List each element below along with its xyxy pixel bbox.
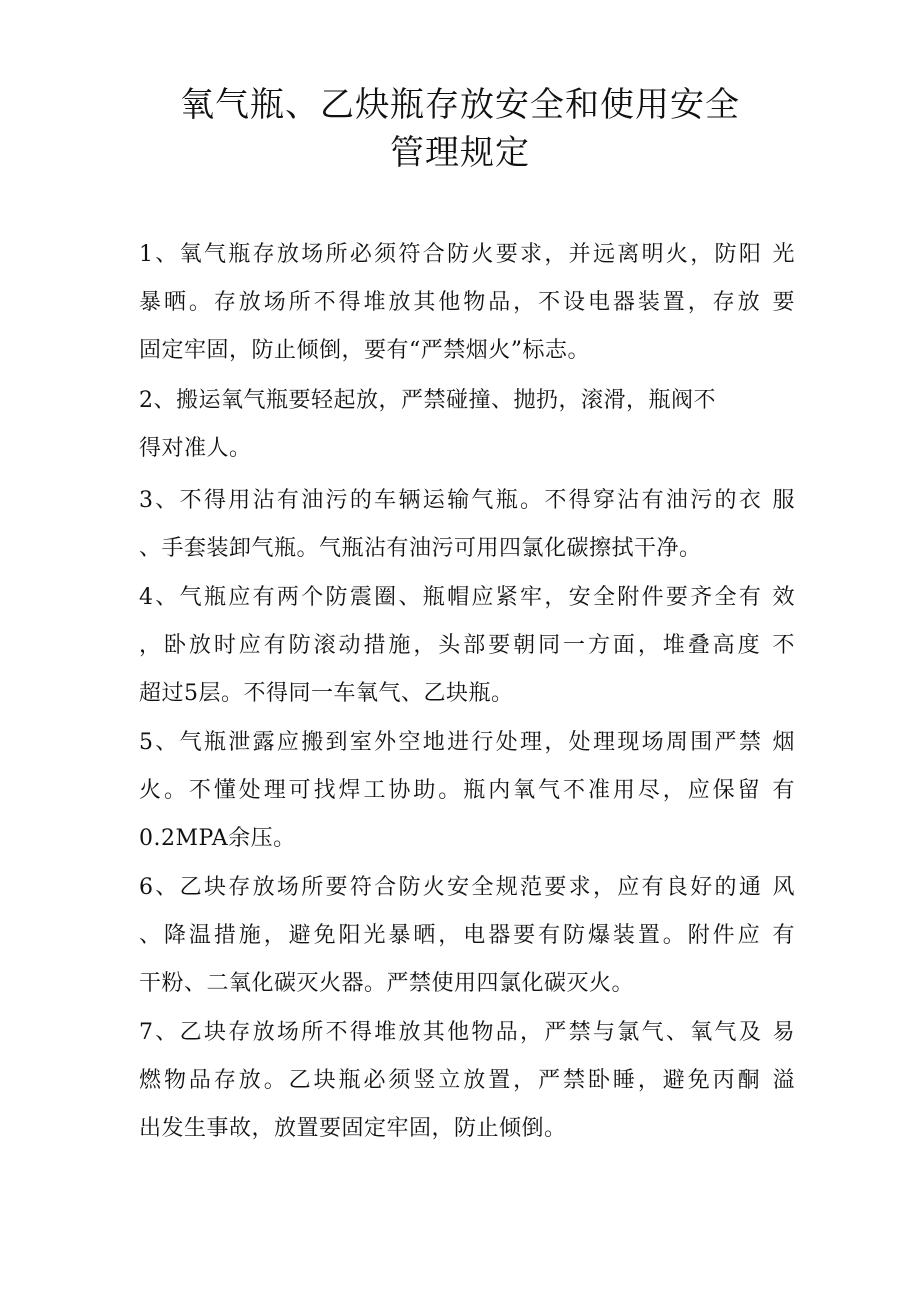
- paragraph-2-line-2: 得对准人。: [139, 436, 252, 461]
- paragraph-7-line-3: 出发生事故，放置要固定牢固，防止倾倒。: [139, 1116, 567, 1141]
- document-title-line-1: 氧气瓶、乙炔瓶存放安全和使用安全: [180, 85, 740, 125]
- paragraph-2-line-1: 2、搬运氧气瓶要轻起放，严禁碰撞、抛扔，滚滑，瓶阀不: [139, 388, 716, 413]
- paragraph-3-line-2: 、手套装卸气瓶。气瓶沾有油污可用四氯化碳擦拭干净。: [139, 536, 702, 561]
- paragraph-5-line-1: 5、气瓶泄露应搬到室外空地进行处理，处理现场周围严禁 烟: [139, 730, 795, 755]
- paragraph-1-line-1: 1、氧气瓶存放场所必须符合防火要求，并远离明火，防阳 光: [139, 242, 795, 267]
- paragraph-3-line-1: 3、不得用沾有油污的车辆运输气瓶。不得穿沾有油污的衣 服: [139, 488, 795, 513]
- paragraph-4-line-2: ，卧放时应有防滚动措施，头部要朝同一方面，堆叠高度 不: [139, 633, 795, 658]
- paragraph-1-line-3: 固定牢固，防止倾倒，要有“严禁烟火”标志。: [139, 338, 590, 363]
- document-title-line-2: 管理规定: [390, 133, 530, 173]
- paragraph-6-line-3: 干粉、二氧化碳灭火器。严禁使用四氯化碳灭火。: [139, 971, 635, 996]
- paragraph-7-line-2: 燃物品存放。乙块瓶必须竖立放置，严禁卧睡，避免丙酮 溢: [139, 1068, 795, 1093]
- paragraph-6-line-2: 、降温措施，避免阳光暴晒，电器要有防爆装置。附件应 有: [139, 923, 795, 948]
- paragraph-4-line-1: 4、气瓶应有两个防震圈、瓶帽应紧牢，安全附件要齐全有 效: [139, 585, 795, 610]
- paragraph-5-line-2: 火。不懂处理可找焊工协助。瓶内氧气不准用尽，应保留 有: [139, 778, 795, 803]
- paragraph-6-line-1: 6、乙块存放场所要符合防火安全规范要求，应有良好的通 风: [139, 875, 795, 900]
- paragraph-7-line-1: 7、乙块存放场所不得堆放其他物品，严禁与氯气、氧气及 易: [139, 1020, 795, 1045]
- paragraph-1-line-2: 暴晒。存放场所不得堆放其他物品，不设电器装置，存放 要: [139, 290, 795, 315]
- paragraph-4-line-3: 超过5层。不得同一车氧气、乙块瓶。: [139, 681, 514, 706]
- paragraph-5-line-3: 0.2MPA余压。: [139, 826, 296, 851]
